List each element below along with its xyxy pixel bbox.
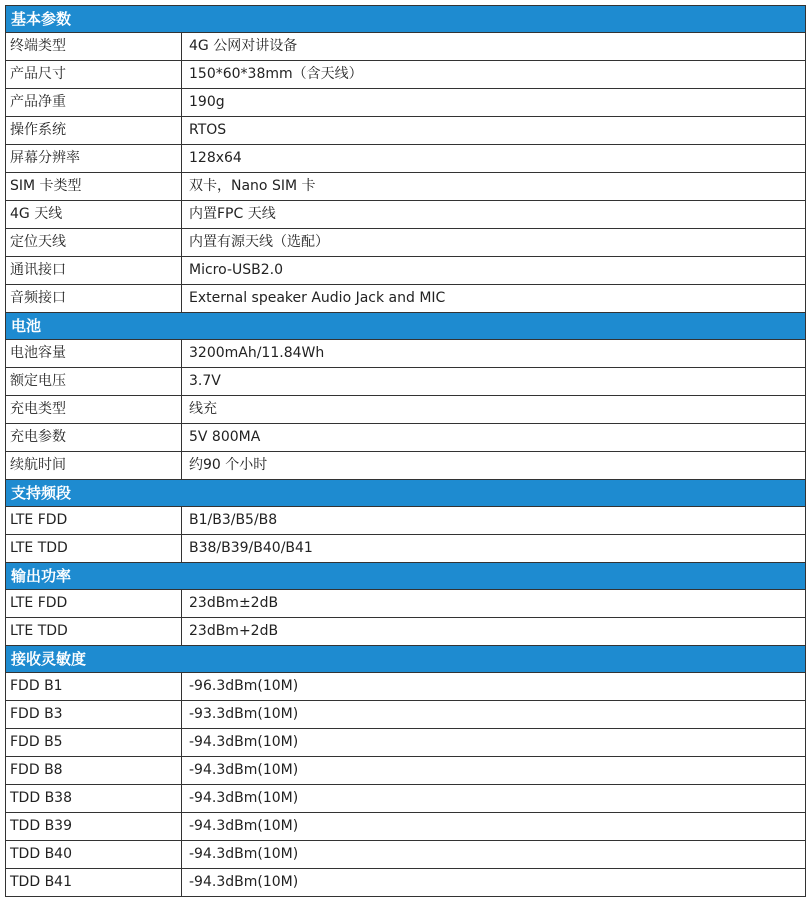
spec-label: 操作系统 [6, 117, 182, 145]
spec-label: 电池容量 [6, 340, 182, 368]
spec-label: 额定电压 [6, 368, 182, 396]
spec-value: 3.7V [182, 368, 806, 396]
spec-label: 终端类型 [6, 33, 182, 61]
spec-value: -94.3dBm(10M) [182, 841, 806, 869]
section-header-row [6, 6, 806, 33]
spec-label: TDD B41 [6, 869, 182, 897]
spec-value: -94.3dBm(10M) [182, 757, 806, 785]
spec-value: 23dBm±2dB [182, 590, 806, 618]
spec-table [5, 5, 806, 897]
spec-label: TDD B38 [6, 785, 182, 813]
section-title: 电池 [6, 313, 806, 340]
table-row [6, 701, 806, 729]
spec-label: LTE FDD [6, 590, 182, 618]
spec-label: FDD B3 [6, 701, 182, 729]
spec-label: 定位天线 [6, 229, 182, 257]
spec-table-body [6, 6, 806, 897]
section-title: 支持频段 [6, 480, 806, 507]
table-row [6, 61, 806, 89]
spec-label: FDD B8 [6, 757, 182, 785]
spec-value: -94.3dBm(10M) [182, 785, 806, 813]
spec-value: RTOS [182, 117, 806, 145]
section-header-row [6, 480, 806, 507]
spec-label: 4G 天线 [6, 201, 182, 229]
spec-label: 产品净重 [6, 89, 182, 117]
table-row [6, 452, 806, 480]
section-title: 输出功率 [6, 563, 806, 590]
section-title: 接收灵敏度 [6, 646, 806, 673]
spec-label: LTE FDD [6, 507, 182, 535]
spec-value: -94.3dBm(10M) [182, 729, 806, 757]
spec-value: 128x64 [182, 145, 806, 173]
table-row [6, 841, 806, 869]
table-row [6, 340, 806, 368]
table-row [6, 507, 806, 535]
spec-value: -96.3dBm(10M) [182, 673, 806, 701]
table-row [6, 285, 806, 313]
table-row [6, 368, 806, 396]
spec-label: 屏幕分辨率 [6, 145, 182, 173]
table-row [6, 89, 806, 117]
spec-label: TDD B40 [6, 841, 182, 869]
table-row [6, 33, 806, 61]
spec-value: 5V 800MA [182, 424, 806, 452]
table-row [6, 201, 806, 229]
spec-label: 产品尺寸 [6, 61, 182, 89]
spec-label: LTE TDD [6, 535, 182, 563]
table-row [6, 117, 806, 145]
spec-value: 3200mAh/11.84Wh [182, 340, 806, 368]
table-row [6, 535, 806, 563]
section-header-row [6, 563, 806, 590]
spec-value: 内置有源天线（选配） [182, 229, 806, 257]
spec-label: 充电类型 [6, 396, 182, 424]
table-row [6, 729, 806, 757]
spec-label: 续航时间 [6, 452, 182, 480]
spec-value: 23dBm+2dB [182, 618, 806, 646]
spec-label: SIM 卡类型 [6, 173, 182, 201]
spec-value: Micro-USB2.0 [182, 257, 806, 285]
spec-value: 150*60*38mm（含天线） [182, 61, 806, 89]
spec-label: TDD B39 [6, 813, 182, 841]
table-row [6, 145, 806, 173]
table-row [6, 785, 806, 813]
spec-label: LTE TDD [6, 618, 182, 646]
table-row [6, 590, 806, 618]
spec-value: 约90 个小时 [182, 452, 806, 480]
section-header-row [6, 646, 806, 673]
table-row [6, 813, 806, 841]
table-row [6, 396, 806, 424]
spec-label: 通讯接口 [6, 257, 182, 285]
spec-value: -93.3dBm(10M) [182, 701, 806, 729]
table-row [6, 173, 806, 201]
spec-value: B1/B3/B5/B8 [182, 507, 806, 535]
spec-value: B38/B39/B40/B41 [182, 535, 806, 563]
section-header-row [6, 313, 806, 340]
spec-value: 4G 公网对讲设备 [182, 33, 806, 61]
spec-label: FDD B5 [6, 729, 182, 757]
table-row [6, 673, 806, 701]
spec-label: 充电参数 [6, 424, 182, 452]
spec-value: 内置FPC 天线 [182, 201, 806, 229]
spec-value: -94.3dBm(10M) [182, 869, 806, 897]
table-row [6, 229, 806, 257]
spec-value: -94.3dBm(10M) [182, 813, 806, 841]
section-title: 基本参数 [6, 6, 806, 33]
spec-label: FDD B1 [6, 673, 182, 701]
spec-value: 190g [182, 89, 806, 117]
table-row [6, 618, 806, 646]
table-row [6, 424, 806, 452]
table-row [6, 257, 806, 285]
spec-value: 线充 [182, 396, 806, 424]
spec-value: 双卡，Nano SIM 卡 [182, 173, 806, 201]
spec-value: External speaker Audio Jack and MIC [182, 285, 806, 313]
table-row [6, 869, 806, 897]
table-row [6, 757, 806, 785]
spec-label: 音频接口 [6, 285, 182, 313]
